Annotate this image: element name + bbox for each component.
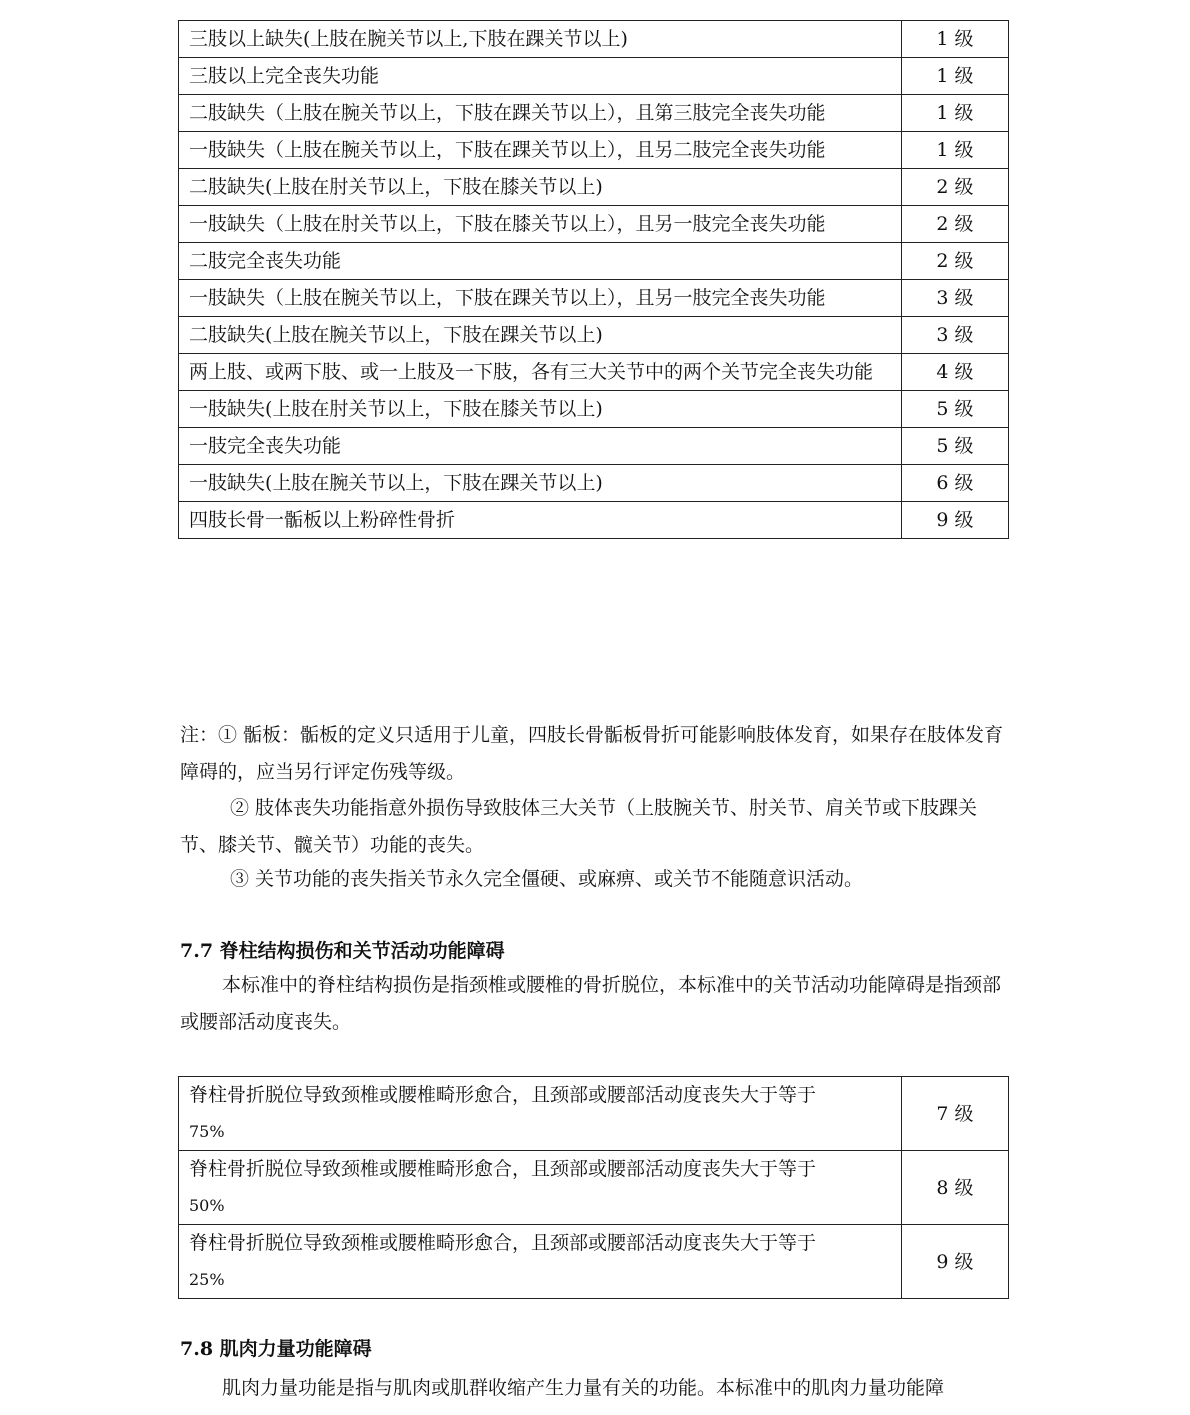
table-cell-grade: 5 级 — [902, 391, 1009, 428]
section-heading-spine: 7.7 脊柱结构损伤和关节活动功能障碍 — [180, 940, 505, 962]
table-cell-grade: 9 级 — [902, 502, 1009, 539]
table-cell-grade: 7 级 — [902, 1077, 1009, 1151]
description-text: 脊柱骨折脱位导致颈椎或腰椎畸形愈合，且颈部或腰部活动度丧失大于等于 — [189, 1158, 817, 1180]
table-cell-description: 三肢以上缺失(上肢在腕关节以上,下肢在踝关节以上) — [179, 21, 902, 58]
table-cell-grade: 6 级 — [902, 465, 1009, 502]
table-row — [179, 95, 1009, 132]
table-row — [179, 206, 1009, 243]
table-cell-description — [179, 1077, 902, 1151]
disability-grade-table-limbs — [178, 20, 1009, 539]
table-cell-grade: 3 级 — [902, 280, 1009, 317]
section-heading-muscle-strength: 7.8 肌肉力量功能障碍 — [180, 1338, 372, 1360]
table-row — [179, 58, 1009, 95]
note-joint-function-loss: ③ 关节功能的丧失指关节永久完全僵硬、或麻痹、或关节不能随意识活动。 — [230, 868, 864, 890]
table-cell-description: 一肢缺失(上肢在肘关节以上，下肢在膝关节以上) — [179, 391, 902, 428]
table-row — [179, 169, 1009, 206]
table-cell-grade: 9 级 — [902, 1225, 1009, 1299]
table-cell-grade: 2 级 — [902, 243, 1009, 280]
table-row — [179, 21, 1009, 58]
table-row — [179, 1077, 1009, 1151]
table-row — [179, 428, 1009, 465]
disability-grade-table-spine — [178, 1076, 1009, 1299]
table-cell-grade: 3 级 — [902, 317, 1009, 354]
table-cell-description: 一肢缺失（上肢在腕关节以上，下肢在踝关节以上），且另一肢完全丧失功能 — [179, 280, 902, 317]
table-cell-grade: 1 级 — [902, 95, 1009, 132]
description-text: 脊柱骨折脱位导致颈椎或腰椎畸形愈合，且颈部或腰部活动度丧失大于等于 — [189, 1232, 817, 1254]
table-row — [179, 132, 1009, 169]
note-limb-function-loss: ② 肢体丧失功能指意外损伤导致肢体三大关节（上肢腕关节、肘关节、肩关节或下肢踝关节、膝关节、髋关节）功能的丧失。 — [180, 797, 978, 856]
table-cell-grade: 2 级 — [902, 206, 1009, 243]
table-cell-description: 一肢缺失（上肢在腕关节以上，下肢在踝关节以上），且另二肢完全丧失功能 — [179, 132, 902, 169]
table-row — [179, 317, 1009, 354]
table-cell-description: 二肢缺失(上肢在肘关节以上，下肢在膝关节以上) — [179, 169, 902, 206]
table-row — [179, 502, 1009, 539]
table-cell-description: 两上肢、或两下肢、或一上肢及一下肢，各有三大关节中的两个关节完全丧失功能 — [179, 354, 902, 391]
table-cell-grade: 2 级 — [902, 169, 1009, 206]
table-cell-description: 二肢完全丧失功能 — [179, 243, 902, 280]
table-cell-description — [179, 1151, 902, 1225]
table-cell-grade: 1 级 — [902, 58, 1009, 95]
table-row — [179, 354, 1009, 391]
description-percentage: 50% — [189, 1196, 225, 1215]
table-cell-description: 四肢长骨一骺板以上粉碎性骨折 — [179, 502, 902, 539]
table-row — [179, 1225, 1009, 1299]
table-cell-description: 二肢缺失（上肢在腕关节以上，下肢在踝关节以上），且第三肢完全丧失功能 — [179, 95, 902, 132]
description-percentage: 25% — [189, 1270, 225, 1289]
table-cell-description: 一肢完全丧失功能 — [179, 428, 902, 465]
section-paragraph-muscle-strength: 肌肉力量功能是指与肌肉或肌群收缩产生力量有关的功能。本标准中的肌肉力量功能障 — [222, 1377, 945, 1399]
table-cell-grade: 1 级 — [902, 21, 1009, 58]
table-cell-description — [179, 1225, 902, 1299]
table-cell-description: 一肢缺失(上肢在腕关节以上，下肢在踝关节以上) — [179, 465, 902, 502]
description-percentage: 75% — [189, 1122, 225, 1141]
table-cell-grade: 4 级 — [902, 354, 1009, 391]
table-cell-description: 一肢缺失（上肢在肘关节以上，下肢在膝关节以上），且另一肢完全丧失功能 — [179, 206, 902, 243]
table-row — [179, 243, 1009, 280]
table-cell-grade: 1 级 — [902, 132, 1009, 169]
table-row — [179, 465, 1009, 502]
table-row — [179, 280, 1009, 317]
table-cell-description: 三肢以上完全丧失功能 — [179, 58, 902, 95]
section-paragraph-spine: 本标准中的脊柱结构损伤是指颈椎或腰椎的骨折脱位，本标准中的关节活动功能障碍是指颈部或腰部活动度丧失。 — [180, 974, 1002, 1033]
table-cell-description: 二肢缺失(上肢在腕关节以上，下肢在踝关节以上) — [179, 317, 902, 354]
table-row — [179, 1151, 1009, 1225]
table-row — [179, 391, 1009, 428]
table-cell-grade: 5 级 — [902, 428, 1009, 465]
table-cell-grade: 8 级 — [902, 1151, 1009, 1225]
description-text: 脊柱骨折脱位导致颈椎或腰椎畸形愈合，且颈部或腰部活动度丧失大于等于 — [189, 1084, 817, 1106]
note-epiphyseal-plate: 注：① 骺板：骺板的定义只适用于儿童，四肢长骨骺板骨折可能影响肢体发育，如果存在肢体发育障碍的，应当另行评定伤残等级。 — [180, 724, 1004, 783]
